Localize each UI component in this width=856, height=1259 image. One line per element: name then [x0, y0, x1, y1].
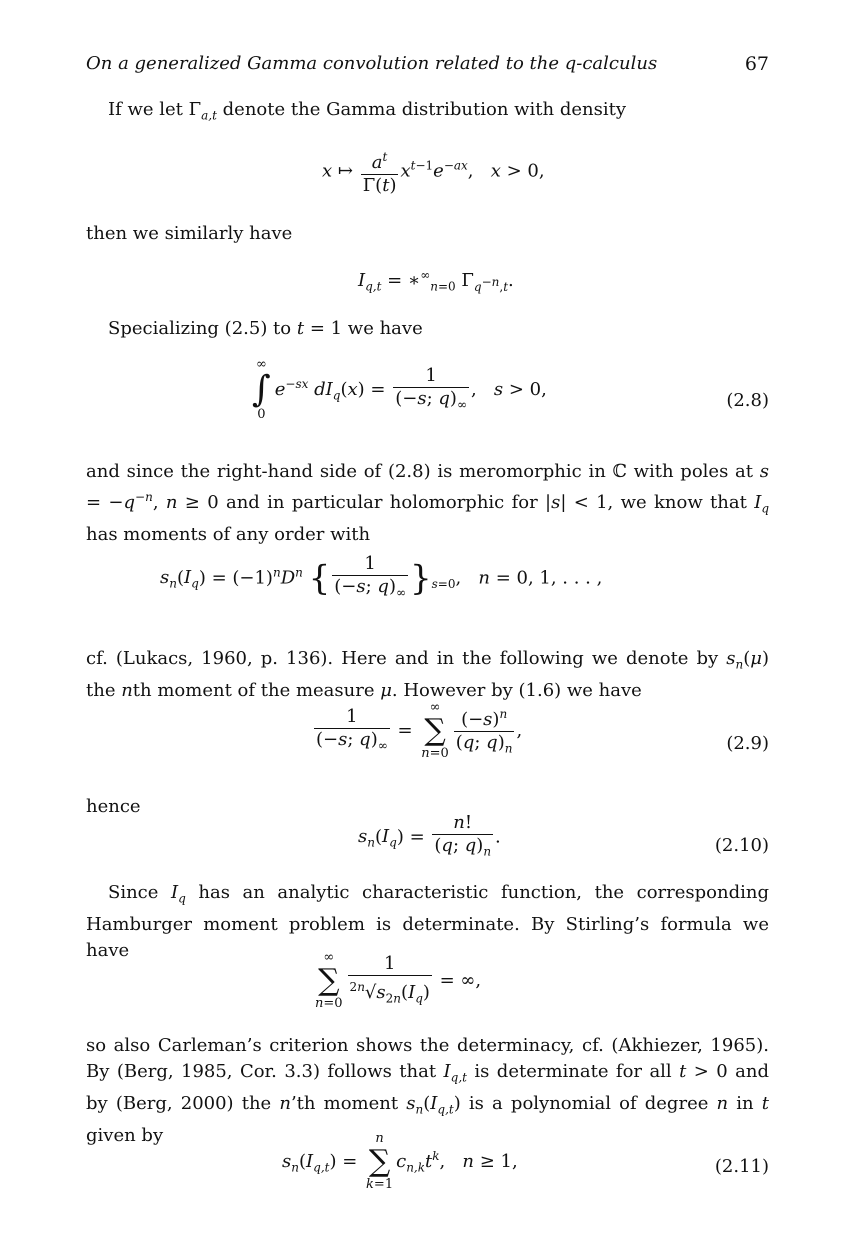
paragraph-similarly: then we similarly have — [86, 223, 293, 244]
paragraph-intro: If we let $\Gamma_{a,t}$ denote the Gamma distribution with density — [108, 99, 627, 123]
paragraph-hence: hence — [86, 796, 141, 817]
equation-label-2-10: (2.10) — [714, 835, 769, 856]
equation-gamma-density: x ↦ $\frac{a^t}{\Gamma(t)}$ $x^{t-1}e^{-ax}$, x > 0, — [322, 146, 545, 197]
fraction: $\frac{a^t}{\Gamma(t)}$ — [361, 146, 399, 197]
paragraph-meromorphic: and since the right-hand side of (2.8) is meromorphic in ℂ with poles at $s = -q^{-n}$, n ≥ 0 and in particular holomorphic for |s| < 1, we know that $I_q$ has moments of any order with — [86, 461, 769, 545]
sum-sign: n ∑ k=1 — [366, 1131, 394, 1192]
integral-sign: ∞ ∫ 0 — [252, 357, 271, 422]
sum-sign: ∞ ∑ n=0 — [421, 700, 449, 761]
equation-moments: $s_n(I_q) = (-1)^nD^n$ { $\frac{1}{(-s; q)_\infty}$ }$_{s=0}$, n = 0, 1, . . . , — [160, 553, 602, 604]
equation-2-10: $s_n(I_q)$ = $\frac{n!}{(q; q)_n}$ . — [358, 812, 501, 863]
paragraph-berg: so also Carleman’s criterion shows the determinacy, cf. (Akhiezer, 1965). By (Berg, 1985, Cor. 3.3) follows that $I_{q,t}$ is determinate for all t > 0 and by (Berg, 2000) the n’th moment $s_n(I_{q,t})$ is a polynomial of degree n in t given by — [86, 1035, 770, 1146]
fraction: $\frac{n!}{(q; q)_n}$ — [434, 812, 492, 859]
fraction: $\frac{(-s)^n}{(q; q)_n}$ — [454, 703, 515, 760]
sum-sign: ∞ ∑ n=0 — [315, 950, 343, 1011]
equation-label-2-8: (2.8) — [726, 390, 769, 411]
fraction: $\frac{1}{(-s; q)_\infty}$ — [395, 364, 467, 412]
page-number: 67 — [744, 53, 769, 75]
equation-2-11: $s_n(I_{q,t})$ = n ∑ k=1 $c_{n,k}t^k$, n ≥ 1, — [282, 1131, 518, 1192]
equation-label-2-9: (2.9) — [726, 733, 769, 754]
paragraph-lukacs: cf. (Lukacs, 1960, p. 136). Here and in the following we denote by $s_n(\mu)$ the nth moment of the measure μ. However by (1.6) we have — [86, 648, 769, 702]
equation-label-2-11: (2.11) — [714, 1156, 769, 1177]
running-head-title: On a generalized Gamma convolution related to the q-calculus — [86, 53, 658, 74]
equation-2-8: ∞ ∫ 0 $e^{-sx}$ $dI_q(x)$ = $\frac{1}{(-s; q)_\infty}$ , s > 0, — [252, 357, 547, 422]
fraction: $\frac{1}{(-s; q)_\infty}$ — [316, 705, 388, 753]
running-head — [86, 53, 769, 74]
equation-convolution: $I_{q,t}$ = $∗^\infty_{n=0}$ $\Gamma_{q^{-n},t}$. — [358, 268, 514, 294]
equation-carleman: ∞ ∑ n=0 $\frac{1}{^{2n}√s_{2n}(I_q)}$ = ∞, — [315, 950, 482, 1011]
fraction: $\frac{1}{^{2n}√s_{2n}(I_q)}$ — [349, 952, 430, 1006]
equation-2-9: $\frac{1}{(-s; q)_\infty}$ = ∞ ∑ n=0 $\frac{(-s)^n}{(q; q)_n}$ , — [316, 700, 523, 761]
paragraph-specializing: Specializing (2.5) to t = 1 we have — [108, 318, 423, 339]
fraction: $\frac{1}{(-s; q)_\infty}$ — [334, 553, 406, 600]
paragraph-hamburger: Since $I_q$ has an analytic characteristic function, the corresponding Hamburger moment problem is determinate. By Stirling’s formula we have — [86, 882, 769, 961]
